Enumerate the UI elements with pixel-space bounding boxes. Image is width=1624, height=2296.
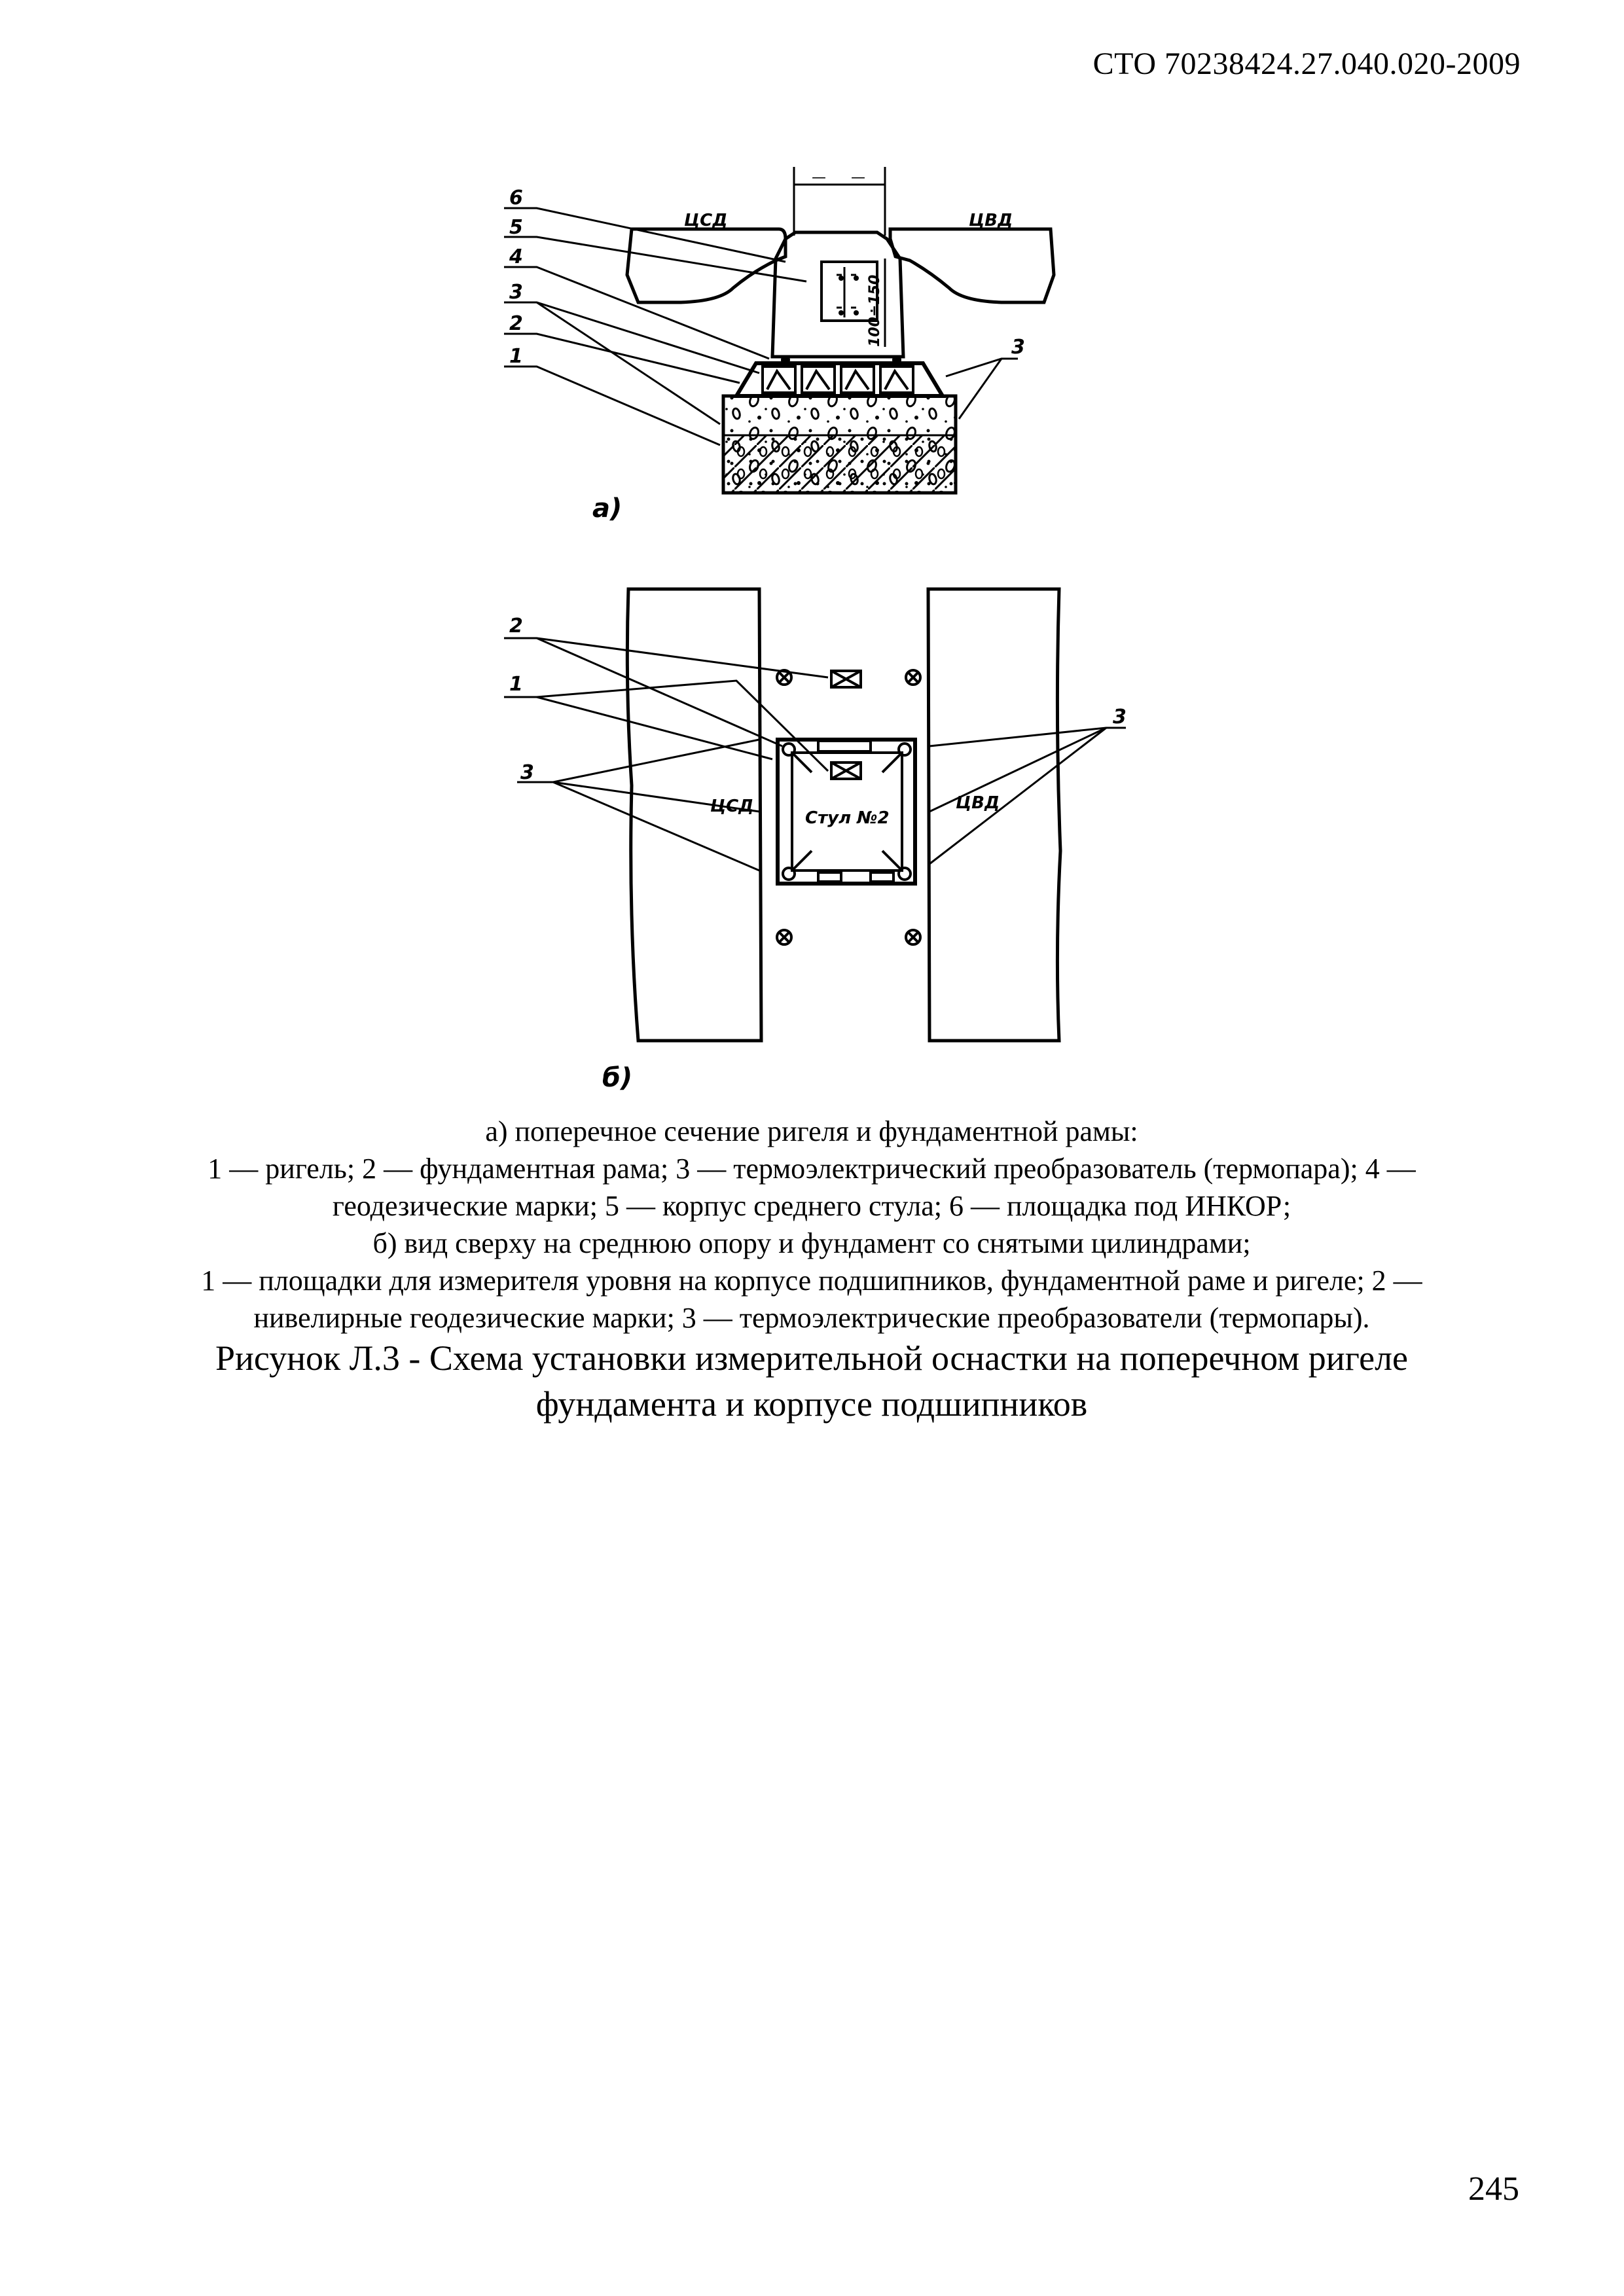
right-cylinder-label-b: ЦВД [956,793,1000,813]
legend-line: б) вид сверху на среднюю опору и фундамент со снятыми цилиндрами; [372,1227,1251,1259]
figure-title-line-2: фундамента и корпусе подшипников [535,1384,1088,1424]
svg-text:—: — [812,170,826,186]
right-cylinder-outline-a [890,229,1054,302]
view-b-label: б) [602,1063,633,1093]
legend-line: нивелирные геодезические марки; 3 — термоэлектрические преобразователи (термопары). [253,1302,1370,1334]
legend-line: 1 — площадки для измерителя уровня на корпусе подшипников, фундаментной раме и ригеле; 2 — [201,1265,1422,1297]
figure-title [105,1335,1519,1427]
view-b-top [504,589,1127,1093]
figure-title-line-1: Рисунок Л.3 - Схема установки измерительной оснастки на поперечном ригеле [215,1338,1409,1378]
left-cylinder-label-a: ЦСД [684,211,728,230]
legend-line: а) поперечное сечение ригеля и фундаментной рамы: [485,1115,1138,1147]
figure-legend [105,1113,1519,1336]
view-a-label: а) [592,493,623,524]
callout-1-a: 1 [509,345,523,368]
callout-6-a: 6 [509,187,523,209]
callout-1-b: 1 [509,673,523,696]
view-a-section [504,167,1054,524]
callout-2-b: 2 [509,615,523,637]
legend-line: 1 — ригель; 2 — фундаментная рама; 3 — термоэлектрический преобразователь (термопара); 4 — [208,1153,1416,1185]
page-number: 245 [1468,2170,1519,2208]
left-cylinder-label-b: ЦСД [710,797,754,816]
callout-3-b: 3 [520,761,534,784]
callout-4-a: 4 [509,245,523,268]
callout-3-right-a: 3 [1011,336,1025,359]
callout-3-a: 3 [509,281,523,304]
callout-5-a: 5 [509,216,523,239]
bearing-housing-a [772,232,903,357]
document-code-header: СТО 70238424.27.040.020-2009 [1092,46,1521,81]
callout-2-a: 2 [509,312,523,335]
legend-line: геодезические марки; 5 — корпус среднего стула; 6 — площадка под ИНКОР; [332,1190,1291,1222]
figure-drawing [0,0,1624,1100]
svg-text:—: — [851,170,865,186]
callout-3-right-b: 3 [1113,706,1127,728]
bearing-label-b: Стул №2 [805,808,890,828]
dimension-label-a: 100÷150 [867,274,883,347]
right-cylinder-label-a: ЦВД [969,211,1013,230]
foundation-frame-a [736,363,943,396]
